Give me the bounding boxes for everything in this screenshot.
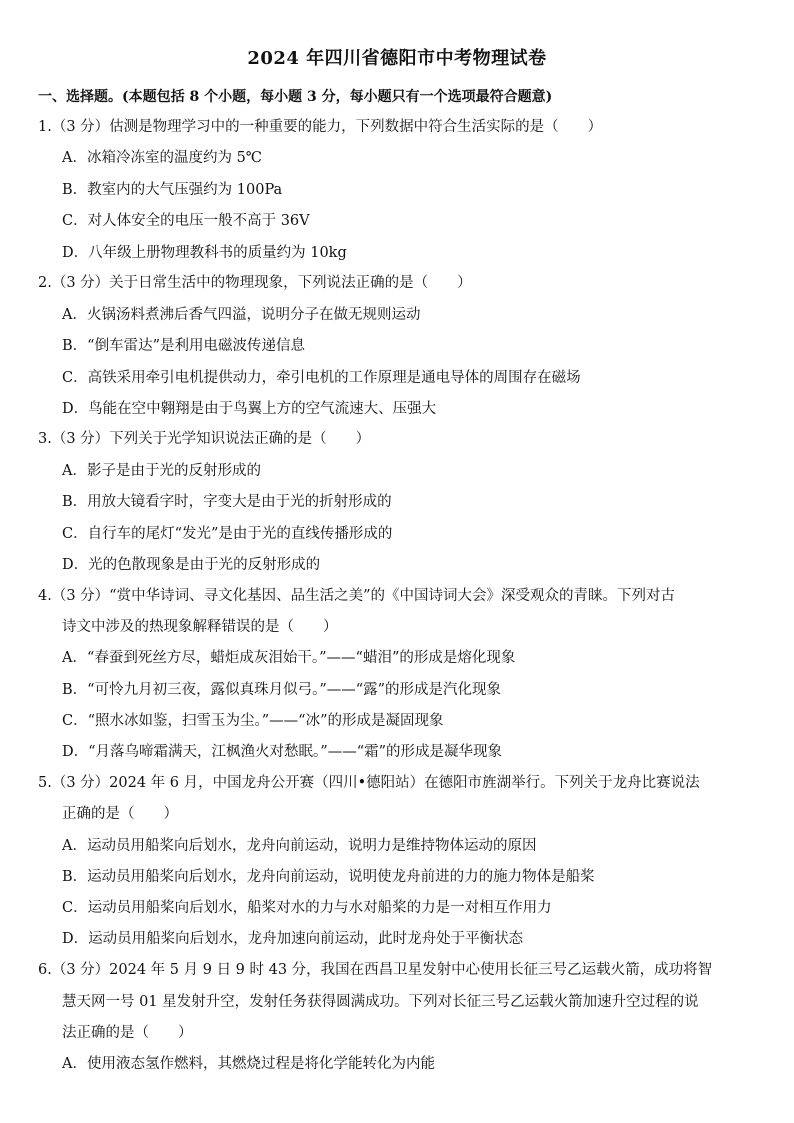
question-2-option-c: C．高铁采用牵引电机提供动力，牵引电机的工作原理是通电导体的周围存在磁场 — [62, 370, 581, 386]
question-4-stem-continued: 诗文中涉及的热现象解释错误的是（ ） — [62, 619, 338, 635]
question-1-option-b: B．教室内的大气压强约为 100Pa — [62, 182, 283, 198]
question-3-option-d: D．光的色散现象是由于光的反射形成的 — [62, 557, 321, 573]
question-5-option-c: C．运动员用船桨向后划水，船桨对水的力与水对船桨的力是一对相互作用力 — [62, 900, 552, 916]
question-4-option-b: B．“可怜九月初三夜，露似真珠月似弓。”——“露”的形成是汽化现象 — [62, 682, 502, 698]
question-5-option-b: B．运动员用船桨向后划水，龙舟向前运动，说明使龙舟前进的力的施力物体是船桨 — [62, 869, 595, 885]
question-3-stem: 3.（3 分）下列关于光学知识说法正确的是（ ） — [38, 431, 371, 447]
question-2-option-b: B．“倒车雷达”是利用电磁波传递信息 — [62, 338, 305, 354]
question-6-option-a: A．使用液态氢作燃料，其燃烧过程是将化学能转化为内能 — [62, 1056, 435, 1072]
question-5-stem-continued: 正确的是（ ） — [62, 806, 178, 822]
question-1-option-c: C．对人体安全的电压一般不高于 36V — [62, 213, 310, 229]
question-4-option-d: D．“月落乌啼霜满天，江枫渔火对愁眠。”——“霜”的形成是凝华现象 — [62, 744, 503, 760]
question-4-stem: 4.（3 分）“赏中华诗词、寻文化基因、品生活之美”的《中国诗词大会》深受观众的青睐。下列对古 — [38, 588, 675, 604]
question-1-option-d: D．八年级上册物理教科书的质量约为 10kg — [62, 245, 347, 261]
question-6-stem-continued-2: 法正确的是（ ） — [62, 1025, 193, 1041]
question-5-option-a: A．运动员用船桨向后划水，龙舟向前运动，说明力是维持物体运动的原因 — [62, 838, 537, 854]
section-heading: 一、选择题。(本题包括 8 个小题，每小题 3 分，每小题只有一个选项最符合题意) — [38, 89, 553, 105]
question-1-stem: 1.（3 分）估测是物理学习中的一种重要的能力，下列数据中符合生活实际的是（ ） — [38, 119, 603, 135]
question-2-stem: 2.（3 分）关于日常生活中的物理现象，下列说法正确的是（ ） — [38, 275, 472, 291]
question-2-option-d: D．鸟能在空中翱翔是由于鸟翼上方的空气流速大、压强大 — [62, 401, 437, 417]
question-2-option-a: A．火锅汤料煮沸后香气四溢，说明分子在做无规则运动 — [62, 307, 421, 323]
question-3-option-c: C．自行车的尾灯“发光”是由于光的直线传播形成的 — [62, 526, 393, 542]
exam-title: 2024 年四川省德阳市中考物理试卷 — [247, 48, 547, 69]
question-4-option-a: A．“春蚕到死丝方尽，蜡炬成灰泪始干。”——“蜡泪”的形成是熔化现象 — [62, 650, 516, 666]
question-3-option-a: A．影子是由于光的反射形成的 — [62, 463, 261, 479]
question-6-stem-continued-1: 慧天网一号 01 星发射升空，发射任务获得圆满成功。下列对长征三号乙运载火箭加速升空过程的说 — [62, 994, 699, 1010]
question-4-option-c: C．“照水冰如鉴，扫雪玉为尘。”——“冰”的形成是凝固现象 — [62, 713, 444, 729]
question-3-option-b: B．用放大镜看字时，字变大是由于光的折射形成的 — [62, 494, 392, 510]
question-6-stem: 6.（3 分）2024 年 5 月 9 日 9 时 43 分，我国在西昌卫星发射中心使用长征三号乙运载火箭，成功将智 — [38, 962, 713, 978]
question-1-option-a: A．冰箱冷冻室的温度约为 5℃ — [62, 150, 263, 166]
question-5-option-d: D．运动员用船桨向后划水，龙舟加速向前运动，此时龙舟处于平衡状态 — [62, 931, 524, 947]
question-5-stem: 5.（3 分）2024 年 6 月，中国龙舟公开赛（四川•德阳站）在德阳市旌湖举行。下列关于龙舟比赛说法 — [38, 775, 700, 791]
